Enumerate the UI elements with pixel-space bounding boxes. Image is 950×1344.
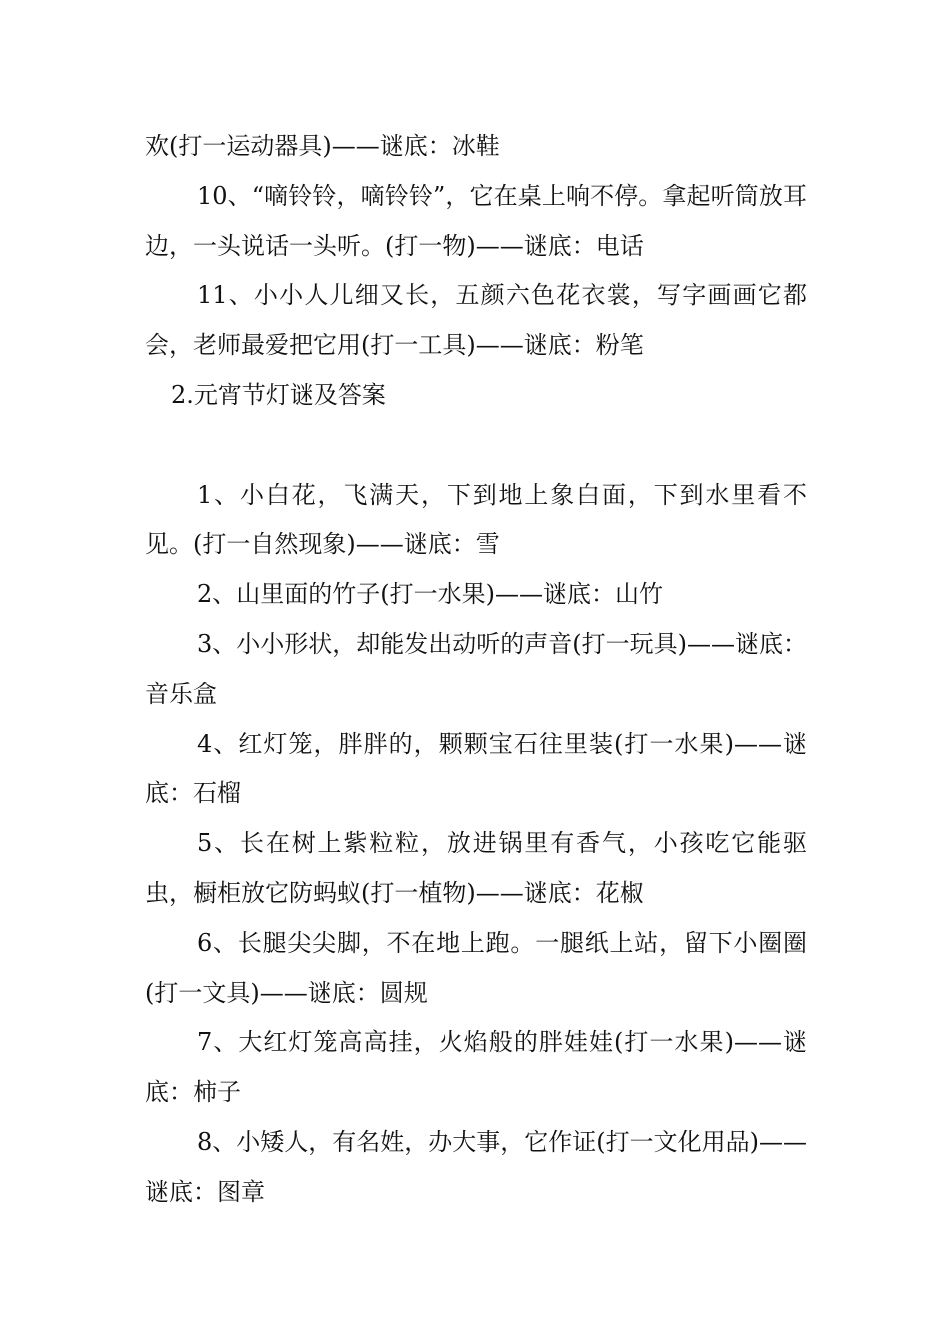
riddle-7: 7、大红灯笼高高挂，火焰般的胖娃娃(打一水果)——谜底：柿子 <box>145 1028 807 1107</box>
section-heading: 2.元宵节灯谜及答案 <box>171 380 386 409</box>
riddle-5: 5、长在树上紫粒粒，放进锅里有香气，小孩吃它能驱虫，橱柜放它防蚂蚁(打一植物)——谜底：花椒 <box>145 829 807 907</box>
riddle-8: 8、小矮人，有名姓，办大事，它作证(打一文化用品)——谜底：图章 <box>145 1127 807 1206</box>
riddle-3: 3、小小形状，却能发出动听的声音(打一玩具)——谜底：音乐盒 <box>145 629 807 708</box>
riddle-6: 6、长腿尖尖脚，不在地上跑。一腿纸上站，留下小圈圈(打一文具)——谜底：圆规 <box>145 928 807 1007</box>
riddle-9-continuation: 欢(打一运动器具)——谜底：冰鞋 <box>145 132 500 160</box>
riddle-11: 11、小小人儿细又长，五颜六色花衣裳，写字画画它都会，老师最爱把它用(打一工具)——谜底：粉笔 <box>145 281 807 360</box>
riddle-10: 10、“嘀铃铃，嘀铃铃”，它在桌上响不停。拿起听筒放耳边，一头说话一头听。(打一物)——谜底：电话 <box>145 181 807 260</box>
riddle-1: 1、小白花，飞满天，下到地上象白面，下到水里看不见。(打一自然现象)——谜底：雪 <box>145 480 807 559</box>
riddle-2: 2、山里面的竹子(打一水果)——谜底：山竹 <box>197 580 663 609</box>
document-page <box>145 122 807 1218</box>
riddle-4: 4、红灯笼，胖胖的，颗颗宝石往里装(打一水果)——谜底：石榴 <box>145 729 807 808</box>
blank-line <box>145 421 807 471</box>
